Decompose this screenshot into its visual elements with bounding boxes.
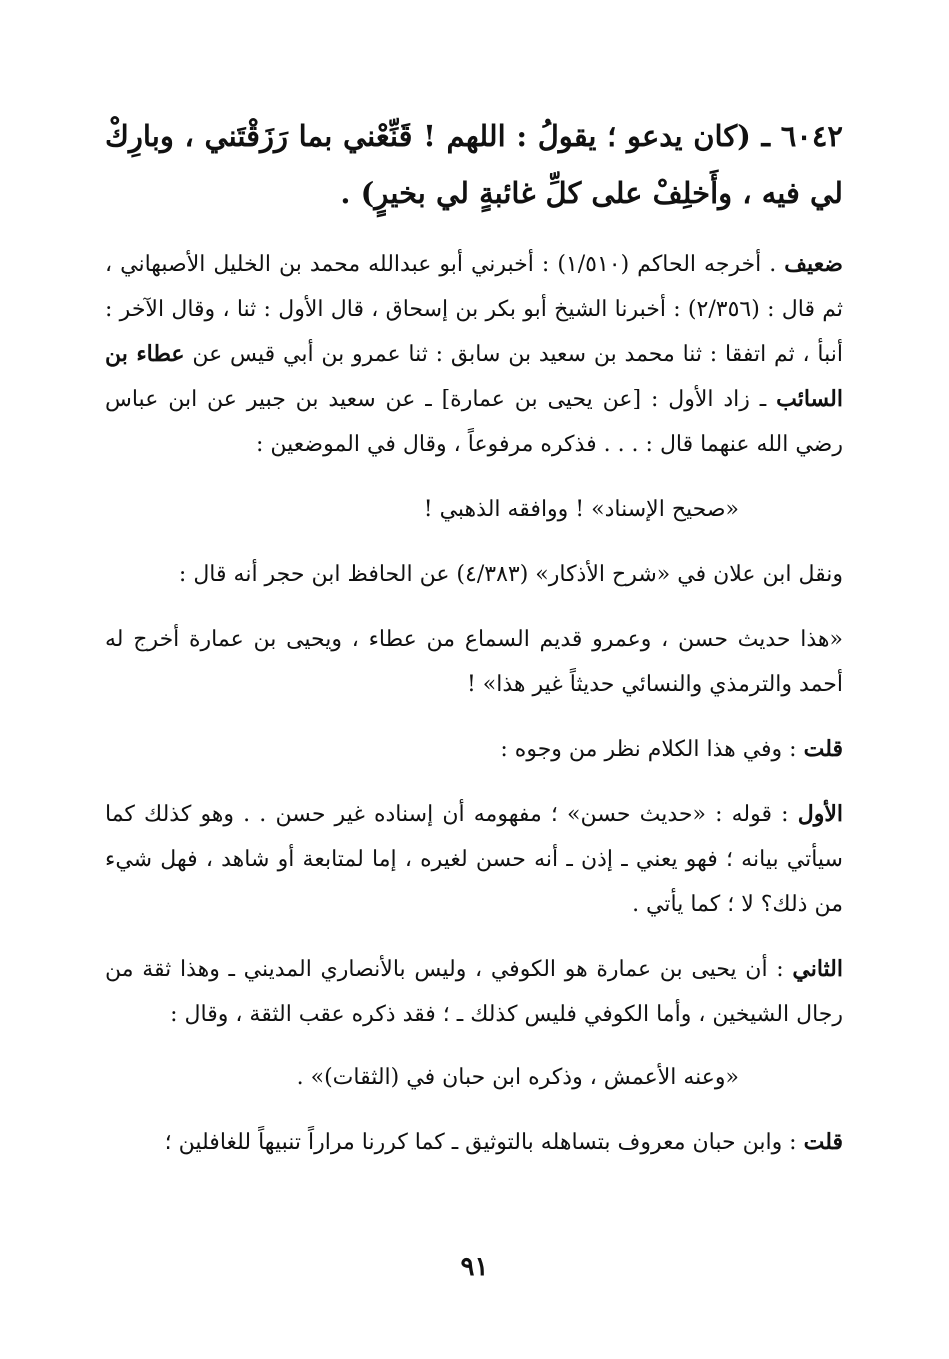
grade-label: ضعيف xyxy=(784,251,843,277)
hadith-body: ـ (كان يدعو ؛ يقولُ : اللهم ! قَنِّعْني بما رَزَقْتَني ، وبارِكْ لي فيه ، وأَخلِفْ على كلِّ غائبةٍ لي بخيرٍ) . xyxy=(105,119,843,210)
objection-intro-text: : وفي هذا الكلام نظر من وجوه : xyxy=(500,737,797,762)
hakim-quote: «صحيح الإسناد» ! ووافقه الذهبي ! xyxy=(423,497,739,522)
ibn-hajar-quote: «هذا حديث حسن ، وعمرو قديم السماع من عطاء ، ويحيى بن عمارة أخرج له أحمد والترمذي والنسائي حديثاً غير هذا» ! xyxy=(105,627,843,697)
hadith-text xyxy=(105,108,843,222)
qultu-label-2: قلت xyxy=(803,1129,843,1155)
closing-text: : وابن حبان معروف بتساهله بالتوثيق ـ كما كررنا مراراً تنبيهاً للغافلين ؛ xyxy=(164,1130,797,1155)
second-point-label: الثاني xyxy=(792,956,843,982)
narrator-name: عطاء بن السائب xyxy=(105,341,843,412)
takhrij-paragraph xyxy=(105,242,843,467)
first-point-label: الأول xyxy=(797,801,843,827)
ibn-allan-paragraph: ونقل ابن علان في «شرح الأذكار» (٤/٣٨٣) عن الحافظ ابن حجر أنه قال : xyxy=(178,562,843,587)
takhrij-text-1: . أخرجه الحاكم (١/٥١٠) : أخبرني أبو عبدالله محمد بن الخليل الأصبهاني ، ثم قال : (٢/٣٥٦) : أخبرنا الشيخ أبو بكر بن إسحاق ، قال الأول : ثنا ، وقال الآخر : أنبأ ، ثم اتفقا : ثنا محمد بن سعيد بن سابق : ثنا عمرو بن أبي قيس عن xyxy=(105,252,843,367)
thiqat-quote: «وعنه الأعمش ، وذكره ابن حبان في (الثقات)» . xyxy=(296,1065,739,1090)
second-point-text: : أن يحيى بن عمارة هو الكوفي ، وليس بالأنصاري المديني ـ وهذا ثقة من رجال الشيخين ، وأما الكوفي فليس كذلك ـ ؛ فقد ذكره عقب الثقة ، وقال : xyxy=(105,957,843,1027)
takhrij-text-2: ـ زاد الأول : [عن يحيى بن عمارة] ـ عن سعيد بن جبير عن ابن عباس رضي الله عنهما قال : . . . فذكره مرفوعاً ، وقال في الموضعين : xyxy=(105,387,843,457)
page-number: ٩١ xyxy=(460,1252,489,1282)
closing-paragraph xyxy=(105,1120,843,1165)
second-point xyxy=(105,947,843,1037)
hadith-number: ٦٠٤٢ xyxy=(780,119,843,153)
qultu-label: قلت xyxy=(803,736,843,762)
first-point-text: : قوله : «حديث حسن» ؛ مفهومه أن إسناده غير حسن . . وهو كذلك كما سيأتي بيانه ؛ فهو يعني ـ إذن ـ أنه حسن لغيره ، إما لمتابعة أو شاهد ، فهل شيء من ذلك؟ لا ؛ كما يأتي . xyxy=(105,802,843,917)
first-point xyxy=(105,792,843,927)
page-body xyxy=(105,108,843,1185)
objection-intro xyxy=(105,727,843,772)
